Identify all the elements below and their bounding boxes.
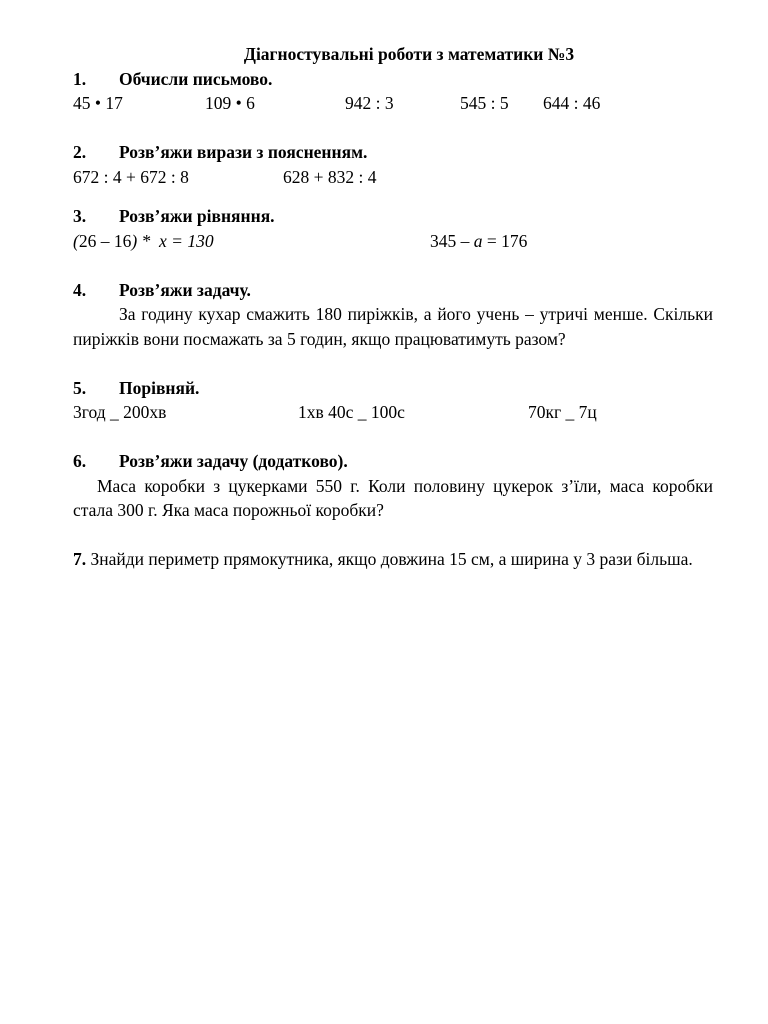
task-4-number: 4. [73,279,87,300]
task-6-text: Маса коробки з цукерками 550 г. Коли половину цукерок з’їли, маса коробки стала 300 г. Яка маса порожньої коробки? [73,475,713,520]
task-5-title: Порівняй. [119,377,200,398]
task-1-heading [73,67,713,92]
task-5-item-3: 70кг _ 7ц [528,402,597,422]
task-1-item-1: 45 • 17 [73,93,123,113]
task-3-number: 3. [73,206,87,226]
task-1-number: 1. [73,68,87,89]
task-1-title: Обчисли письмово. [119,68,273,89]
page-title: Діагностувальні роботи з математики №3 [243,44,575,64]
task-2-item-1: 672 : 4 + 672 : 8 [73,166,189,187]
task-2-exercises [73,165,713,190]
task-1-item-5: 644 : 46 [543,93,601,113]
task-4-title: Розв’яжи задачу. [119,279,251,300]
task-2-item-2: 628 + 832 : 4 [283,166,377,187]
task-7-text: Знайди периметр прямокутника, якщо довжина 15 см, а ширина у 3 рази більша. [86,549,693,569]
equation-1-body: 26 – 16 [78,230,132,251]
task-2-number: 2. [73,142,87,162]
equation-1-open-paren: ( [73,230,79,251]
equation-1 [73,229,214,254]
task-2-heading [73,140,713,165]
task-7-number: 7. [73,549,87,569]
document-page [73,42,713,572]
task-5-number: 5. [73,377,87,398]
task-1-item-2: 109 • 6 [205,93,255,113]
task-3-equations [73,229,713,254]
equation-1-rest: ) * х = 130 [131,230,214,251]
task-5-item-2: 1хв 40с _ 100с [298,402,405,422]
equation-2 [430,229,527,254]
task-3-title: Розв’яжи рівняння. [119,206,275,226]
equation-2-left: 345 – [430,230,474,251]
equation-2-variable: а [473,230,483,251]
task-5-item-1: 3год _ 200хв [73,402,167,422]
task-5-comparisons [73,400,713,425]
task-1-exercises [73,91,713,116]
task-3-heading [73,204,713,229]
task-5-heading [73,376,713,401]
task-6-heading [73,449,713,474]
equation-2-right: = 176 [482,230,528,251]
task-2-title: Розв’яжи вирази з поясненням. [119,142,368,162]
task-1-item-4: 545 : 5 [460,93,509,113]
task-6-title: Розв’яжи задачу (додатково). [119,451,348,471]
task-7 [73,547,703,572]
task-6-number: 6. [73,451,87,471]
task-1-item-3: 942 : 3 [345,93,394,113]
task-4-heading [73,278,713,303]
task-4-text: За годину кухар смажить 180 пиріжків, а його учень – утричі менше. Скільки пиріжків вони посмажать за 5 годин, якщо працюватимуть разом? [73,304,713,349]
